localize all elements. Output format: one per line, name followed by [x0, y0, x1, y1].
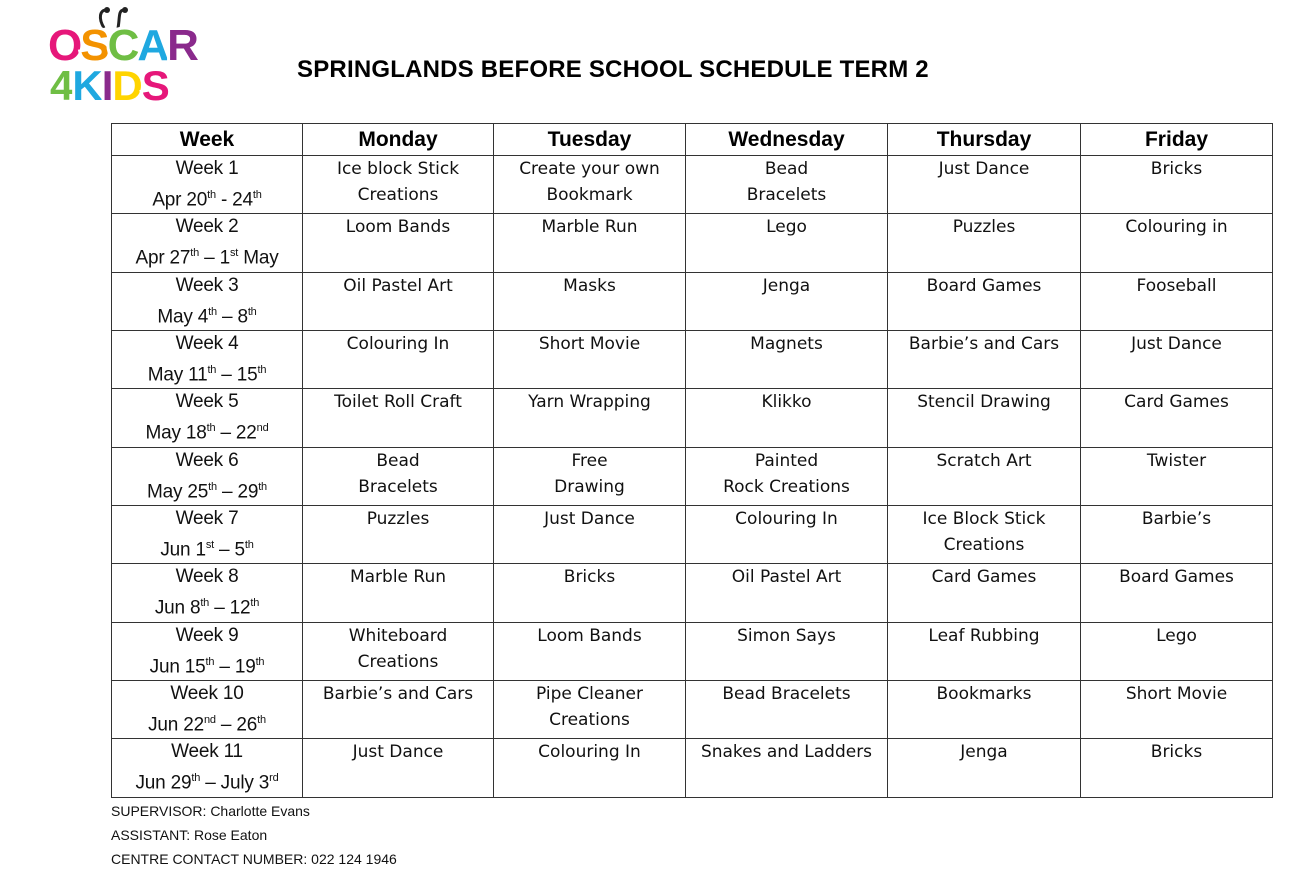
week-dates: Jun 15th – 19th — [149, 655, 265, 677]
activity-text: Marble Run — [541, 217, 638, 238]
activity-cell-thursday — [888, 214, 1081, 272]
logo-letter: S — [80, 21, 108, 70]
week-dates: Jun 8th – 12th — [154, 597, 260, 619]
activity-text: Toilet Roll Craft — [334, 392, 462, 413]
activity-text: Pipe Cleaner — [536, 683, 643, 704]
logo-letter: S — [141, 62, 169, 106]
activity-cell-friday — [1081, 739, 1273, 797]
activity-cell-tuesday — [494, 680, 686, 738]
activity-cell-wednesday — [686, 739, 888, 797]
activity-text: Lego — [1156, 625, 1197, 646]
table-row — [112, 214, 1273, 272]
activity-text: Creations — [357, 651, 439, 672]
activity-cell-friday — [1081, 505, 1273, 563]
activity-text: Stencil Drawing — [917, 392, 1051, 413]
activity-cell-thursday — [888, 739, 1081, 797]
activity-cell-wednesday — [686, 330, 888, 388]
activity-text: Loom Bands — [345, 217, 451, 238]
activity-cell-thursday — [888, 156, 1081, 214]
week-cell — [112, 272, 303, 330]
week-dates: Apr 20th - 24th — [152, 189, 262, 211]
activity-cell-thursday — [888, 272, 1081, 330]
activity-text: Bricks — [1150, 742, 1203, 763]
activity-text: Card Games — [1124, 392, 1229, 413]
activity-cell-wednesday — [686, 272, 888, 330]
header-monday: Monday — [303, 124, 494, 156]
page-title: SPRINGLANDS BEFORE SCHOOL SCHEDULE TERM 2 — [297, 56, 929, 83]
logo-letter: C — [107, 21, 138, 70]
activity-text: Puzzles — [366, 508, 430, 529]
header-week: Week — [112, 124, 303, 156]
activity-cell-friday — [1081, 156, 1273, 214]
activity-cell-monday — [303, 330, 494, 388]
week-cell — [112, 214, 303, 272]
logo-letter: A — [137, 21, 168, 70]
activity-text: Free — [571, 450, 608, 471]
activity-cell-wednesday — [686, 505, 888, 563]
activity-text: Board Games — [1119, 567, 1234, 588]
activity-text: Colouring In — [735, 508, 838, 529]
week-label: Week 10 — [170, 682, 244, 704]
table-row — [112, 564, 1273, 622]
activity-text: Oil Pastel Art — [343, 275, 453, 296]
week-cell — [112, 389, 303, 447]
activity-text: Jenga — [960, 742, 1008, 763]
activity-cell-tuesday — [494, 622, 686, 680]
week-label: Week 9 — [175, 624, 239, 646]
activity-text: Card Games — [931, 567, 1037, 588]
table-row — [112, 330, 1273, 388]
activity-text: Board Games — [926, 275, 1042, 296]
activity-cell-thursday — [888, 389, 1081, 447]
activity-text: Creations — [357, 185, 439, 205]
activity-cell-wednesday — [686, 156, 888, 214]
activity-cell-monday — [303, 739, 494, 797]
table-row — [112, 389, 1273, 447]
activity-cell-friday — [1081, 447, 1273, 505]
activity-text: Bracelets — [746, 185, 827, 205]
week-cell — [112, 447, 303, 505]
activity-text: Fooseball — [1136, 275, 1217, 296]
svg-text:4KIDS — [50, 62, 169, 106]
week-cell — [112, 739, 303, 797]
activity-text: Simon Says — [737, 625, 836, 646]
activity-cell-wednesday — [686, 447, 888, 505]
week-cell — [112, 680, 303, 738]
activity-text: Bricks — [563, 567, 616, 588]
table-row — [112, 156, 1273, 214]
week-label: Week 2 — [175, 216, 239, 238]
logo-letter: D — [112, 62, 142, 106]
week-label: Week 8 — [175, 566, 239, 588]
week-dates: Jun 1st – 5th — [160, 538, 254, 561]
activity-cell-friday — [1081, 330, 1273, 388]
activity-cell-wednesday — [686, 214, 888, 272]
activity-cell-friday — [1081, 680, 1273, 738]
activity-text: Bead — [764, 159, 809, 179]
activity-cell-monday — [303, 272, 494, 330]
week-label: Week 1 — [175, 158, 239, 179]
activity-cell-monday — [303, 389, 494, 447]
table-row — [112, 680, 1273, 738]
activity-text: Puzzles — [952, 217, 1016, 238]
activity-cell-thursday — [888, 680, 1081, 738]
logo-letter: R — [167, 21, 197, 70]
activity-text: Just Dance — [1131, 333, 1222, 354]
activity-text: Colouring in — [1125, 217, 1228, 238]
activity-cell-wednesday — [686, 680, 888, 738]
week-cell — [112, 330, 303, 388]
week-cell — [112, 622, 303, 680]
header-row — [112, 124, 1273, 156]
activity-text: Just Dance — [938, 159, 1030, 179]
schedule-table — [111, 123, 1273, 798]
table-row — [112, 505, 1273, 563]
activity-text: Masks — [563, 275, 616, 296]
activity-cell-tuesday — [494, 214, 686, 272]
contact-number-line: CENTRE CONTACT NUMBER: 022 124 1946 — [111, 851, 397, 867]
activity-cell-friday — [1081, 622, 1273, 680]
activity-text: Just Dance — [544, 508, 635, 529]
activity-text: Bricks — [1150, 159, 1203, 179]
week-dates: May 11th – 15th — [147, 363, 267, 386]
activity-text: Barbie’s and Cars — [908, 333, 1060, 354]
activity-text: Short Movie — [1125, 683, 1228, 704]
activity-text: Bead — [376, 450, 420, 471]
activity-cell-tuesday — [494, 564, 686, 622]
supervisor-line: SUPERVISOR: Charlotte Evans — [111, 803, 310, 819]
activity-cell-thursday — [888, 330, 1081, 388]
table-row — [112, 272, 1273, 330]
activity-text: Snakes and Ladders — [700, 742, 873, 763]
week-cell — [112, 564, 303, 622]
activity-cell-thursday — [888, 622, 1081, 680]
header-thursday: Thursday — [888, 124, 1081, 156]
activity-text: Bookmarks — [936, 683, 1032, 704]
week-dates: May 18th – 22nd — [145, 422, 269, 444]
activity-text: Rock Creations — [723, 476, 850, 497]
activity-text: Just Dance — [352, 742, 444, 763]
activity-cell-wednesday — [686, 622, 888, 680]
activity-cell-tuesday — [494, 505, 686, 563]
week-label: Week 7 — [175, 507, 239, 529]
activity-cell-friday — [1081, 564, 1273, 622]
activity-cell-tuesday — [494, 156, 686, 214]
activity-cell-monday — [303, 622, 494, 680]
week-label: Week 6 — [175, 449, 239, 471]
week-cell — [112, 156, 303, 214]
activity-text: Colouring In — [538, 742, 641, 763]
week-cell — [112, 505, 303, 563]
header-friday: Friday — [1081, 124, 1273, 156]
week-dates: Apr 27th – 1st May — [135, 247, 279, 269]
activity-text: Drawing — [554, 476, 625, 497]
activity-text: Painted — [754, 450, 819, 471]
activity-text: Short Movie — [538, 333, 641, 354]
activity-cell-monday — [303, 680, 494, 738]
table-row — [112, 622, 1273, 680]
activity-text: Ice block Stick — [336, 159, 460, 179]
logo-letter: K — [72, 62, 102, 106]
activity-text: Klikko — [761, 392, 812, 413]
activity-cell-wednesday — [686, 564, 888, 622]
activity-cell-monday — [303, 447, 494, 505]
footer-info — [111, 799, 397, 871]
logo-letter: 4 — [50, 62, 73, 106]
activity-cell-monday — [303, 505, 494, 563]
activity-cell-wednesday — [686, 389, 888, 447]
activity-cell-thursday — [888, 505, 1081, 563]
activity-cell-tuesday — [494, 272, 686, 330]
week-label: Week 11 — [171, 741, 243, 763]
activity-text: Bracelets — [358, 476, 438, 497]
activity-cell-monday — [303, 156, 494, 214]
activity-text: Twister — [1146, 450, 1207, 471]
activity-text: Ice Block Stick — [922, 508, 1046, 529]
activity-text: Barbie’s and Cars — [322, 683, 474, 704]
week-dates: Jun 29th – July 3rd — [135, 772, 279, 794]
activity-text: Whiteboard — [348, 625, 448, 646]
header-wednesday: Wednesday — [686, 124, 888, 156]
activity-text: Bead Bracelets — [722, 683, 851, 704]
week-label: Week 4 — [175, 332, 239, 354]
activity-text: Creations — [943, 534, 1025, 555]
activity-text: Oil Pastel Art — [731, 567, 842, 588]
activity-cell-thursday — [888, 564, 1081, 622]
activity-cell-thursday — [888, 447, 1081, 505]
week-label: Week 5 — [175, 391, 239, 413]
assistant-line: ASSISTANT: Rose Eaton — [111, 827, 268, 843]
activity-cell-monday — [303, 564, 494, 622]
oscar-4kids-logo — [46, 6, 216, 106]
activity-text: Marble Run — [349, 567, 447, 588]
activity-cell-monday — [303, 214, 494, 272]
activity-text: Scratch Art — [936, 450, 1032, 471]
activity-text: Yarn Wrapping — [528, 392, 651, 413]
activity-text: Barbie’s — [1141, 508, 1212, 529]
activity-cell-tuesday — [494, 330, 686, 388]
activity-text: Lego — [766, 217, 807, 238]
week-dates: Jun 22nd – 26th — [148, 713, 266, 736]
activity-text: Leaf Rubbing — [928, 625, 1040, 646]
activity-text: Bookmark — [546, 185, 633, 205]
table-row — [112, 447, 1273, 505]
activity-cell-friday — [1081, 272, 1273, 330]
activity-cell-tuesday — [494, 389, 686, 447]
activity-text: Create your own — [519, 159, 660, 179]
activity-cell-tuesday — [494, 739, 686, 797]
activity-cell-friday — [1081, 214, 1273, 272]
week-dates: May 25th – 29th — [147, 480, 267, 502]
logo-letter: I — [101, 62, 113, 106]
activity-cell-friday — [1081, 389, 1273, 447]
activity-cell-tuesday — [494, 447, 686, 505]
week-dates: May 4th – 8th — [157, 305, 257, 327]
activity-text: Loom Bands — [537, 625, 642, 646]
logo-graphic — [46, 6, 216, 106]
header-tuesday: Tuesday — [494, 124, 686, 156]
logo-letter: O — [48, 21, 81, 70]
activity-text: Magnets — [750, 333, 823, 354]
week-label: Week 3 — [175, 274, 239, 296]
table-row — [112, 739, 1273, 797]
activity-text: Jenga — [762, 275, 811, 296]
activity-text: Creations — [549, 709, 630, 730]
activity-text: Colouring In — [346, 333, 450, 354]
